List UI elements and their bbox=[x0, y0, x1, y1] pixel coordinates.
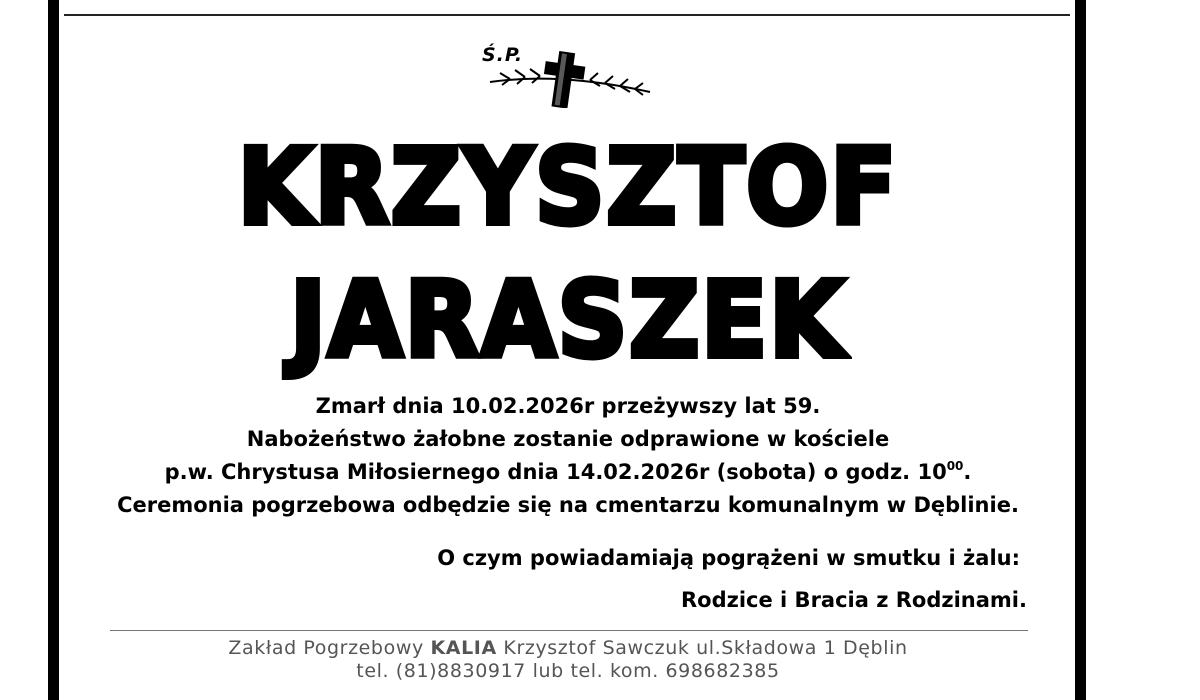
deceased-first-name: KRZYSZTOF bbox=[237, 126, 899, 248]
sp-emblem bbox=[470, 42, 660, 108]
funeral-home-line: Zakład Pogrzebowy KALIA Krzysztof Sawczuk ul.Składowa 1 Dęblin bbox=[228, 637, 908, 659]
footer-divider bbox=[110, 630, 1028, 631]
sp-label: Ś.P. bbox=[482, 44, 524, 66]
notification-line: O czym powiadamiają pogrążeni w smutku i żalu: bbox=[437, 546, 1020, 570]
service-line: Nabożeństwo żałobne zostanie odprawione w kościele bbox=[246, 427, 890, 451]
deceased-last-name: JARASZEK bbox=[290, 259, 846, 381]
announcement-text bbox=[60, 390, 1076, 522]
family-signature: Rodzice i Bracia z Rodzinami. bbox=[681, 588, 1027, 612]
death-date-line: Zmarł dnia 10.02.2026r przeżywszy lat 59. bbox=[315, 394, 821, 418]
funeral-home-phone: tel. (81)8830917 lub tel. kom. 698682385 bbox=[356, 660, 780, 682]
church-line: p.w. Chrystusa Miłosiernego dnia 14.02.2026r (sobota) o godz. $10^{00}$. bbox=[164, 459, 972, 484]
ceremony-line: Ceremonia pogrzebowa odbędzie się na cmentarzu komunalnym w Dęblinie. bbox=[117, 493, 1019, 517]
top-border-line bbox=[64, 14, 1070, 16]
